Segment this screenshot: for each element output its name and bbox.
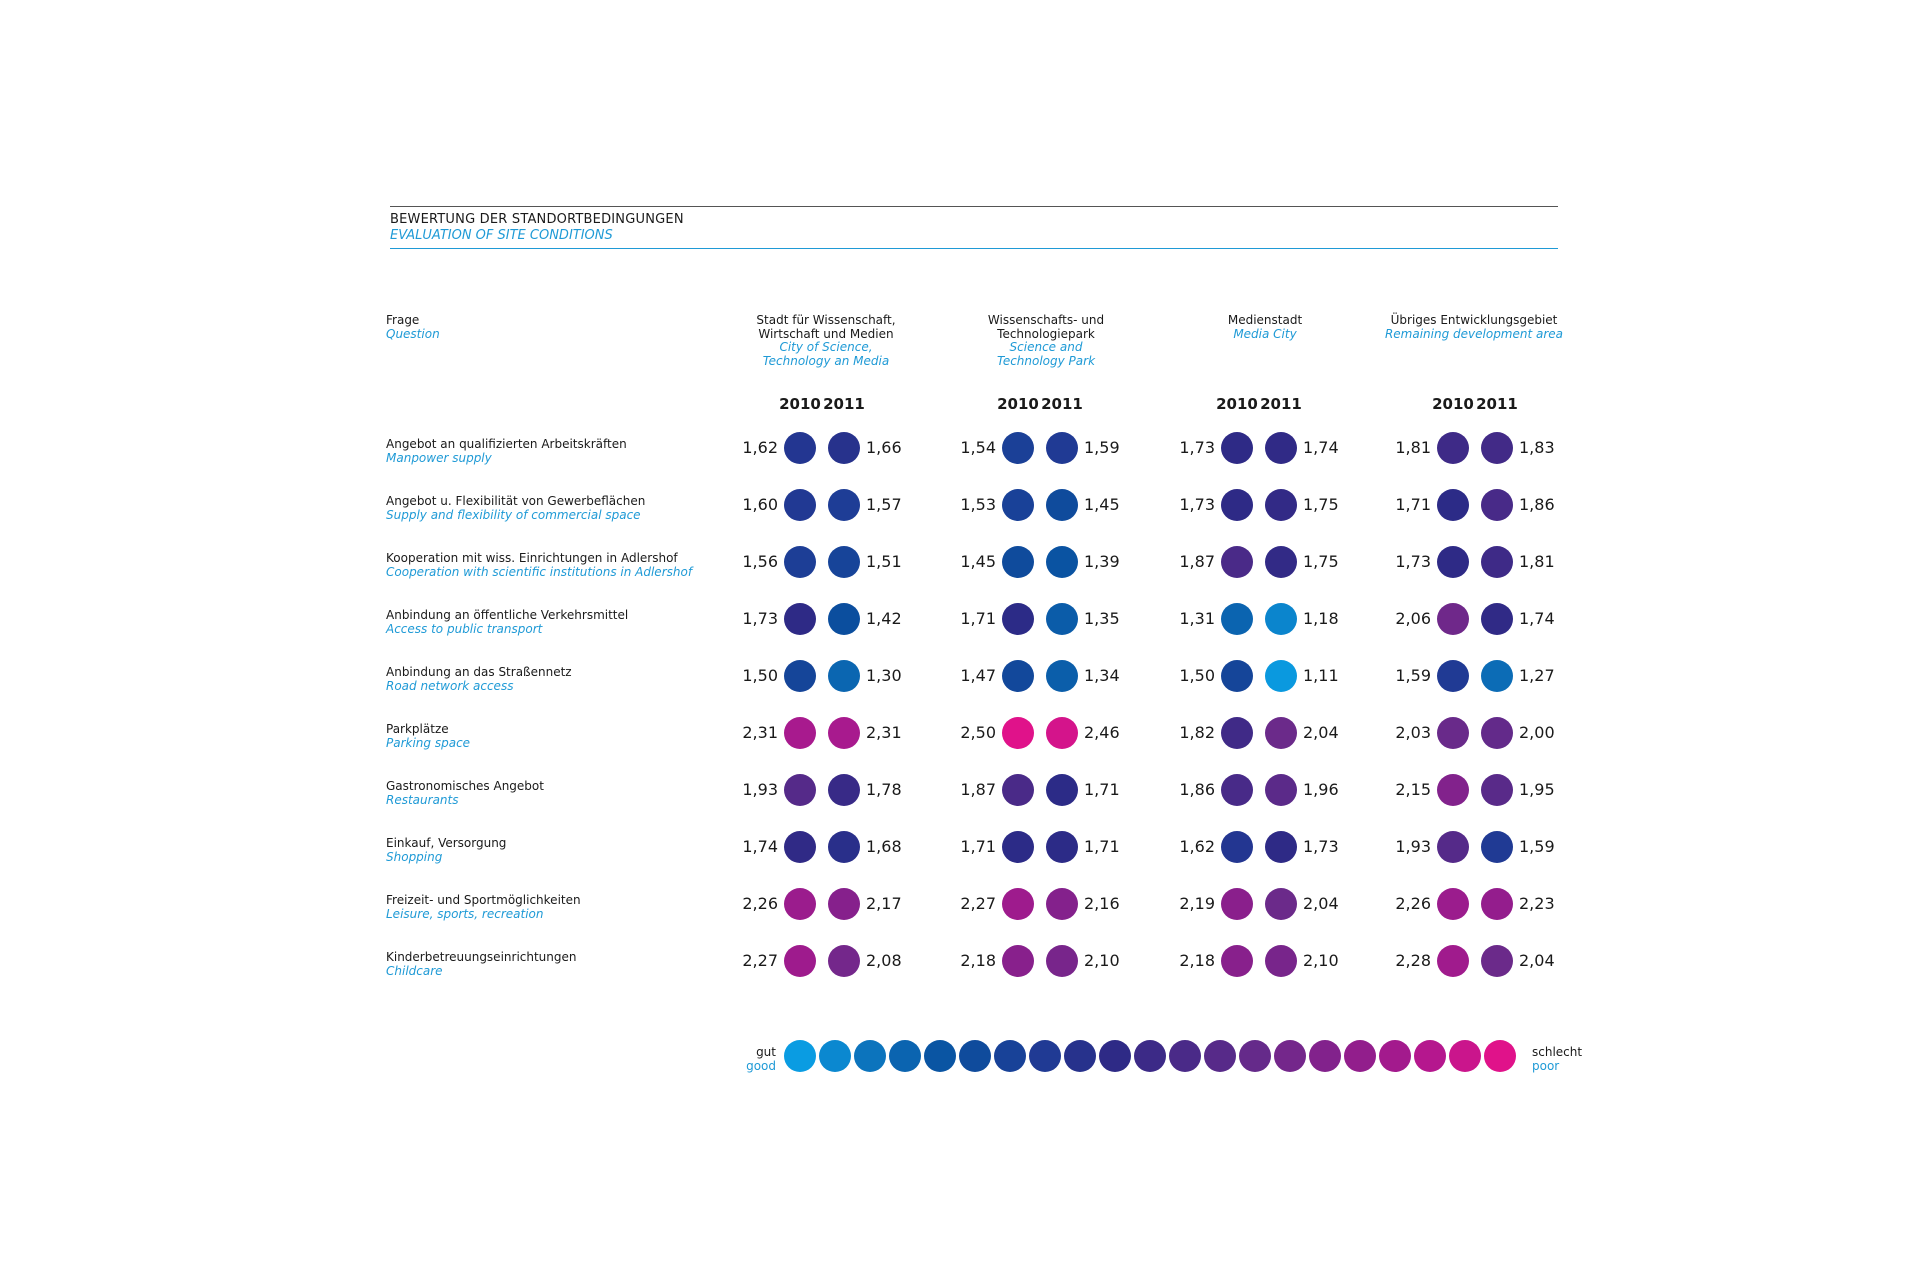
question-label-de: Parkplätze (386, 722, 449, 736)
column-header-media-city (1195, 314, 1335, 341)
rating-value-2011: 1,71 (1084, 780, 1120, 799)
rating-dot-2010 (1437, 660, 1469, 692)
rating-value-2011: 1,66 (866, 438, 902, 457)
rating-dot-2011 (1265, 831, 1297, 863)
rating-dot-2011 (1265, 432, 1297, 464)
rating-dot-2010 (1002, 831, 1034, 863)
question-label (386, 552, 692, 579)
rating-dot-2010 (784, 774, 816, 806)
rating-dot-2011 (1265, 945, 1297, 977)
rating-value-2010: 1,71 (960, 609, 996, 628)
rating-dot-2010 (1221, 603, 1253, 635)
rating-dot-2010 (784, 546, 816, 578)
rating-dot-2010 (1002, 603, 1034, 635)
rating-dot-2011 (1481, 831, 1513, 863)
question-label-en: Supply and flexibility of commercial space (386, 507, 641, 522)
rating-dot-2011 (828, 888, 860, 920)
rating-value-2010: 1,82 (1179, 723, 1215, 742)
rating-value-2011: 2,17 (866, 894, 902, 913)
legend-scale-dot (1414, 1040, 1446, 1072)
rating-dot-2011 (1265, 546, 1297, 578)
rating-dot-2010 (1221, 432, 1253, 464)
rating-value-2011: 1,75 (1303, 495, 1339, 514)
rating-dot-2010 (1437, 717, 1469, 749)
rating-value-2011: 2,08 (866, 951, 902, 970)
rating-value-2011: 2,04 (1303, 894, 1339, 913)
rating-value-2010: 1,87 (1179, 552, 1215, 571)
rating-dot-2011 (828, 489, 860, 521)
question-label (386, 894, 581, 921)
question-label-en: Manpower supply (386, 450, 492, 465)
rating-dot-2010 (784, 432, 816, 464)
rating-dot-2011 (1265, 888, 1297, 920)
rating-dot-2010 (1002, 774, 1034, 806)
rating-value-2011: 1,73 (1303, 837, 1339, 856)
rating-dot-2011 (1046, 831, 1078, 863)
question-label (386, 837, 506, 864)
rating-value-2010: 1,59 (1395, 666, 1431, 685)
rating-dot-2010 (1437, 774, 1469, 806)
column-header-de: Wissenschafts- und Technologiepark (987, 313, 1105, 341)
column-header-en: Media City (1233, 326, 1297, 341)
rating-dot-2010 (784, 660, 816, 692)
chart-subtitle: EVALUATION OF SITE CONDITIONS (390, 228, 613, 243)
rating-value-2010: 1,73 (1179, 438, 1215, 457)
year-header-2011: 2011 (1476, 395, 1518, 413)
rating-value-2010: 2,28 (1395, 951, 1431, 970)
rating-value-2011: 2,10 (1303, 951, 1339, 970)
rating-dot-2010 (1221, 660, 1253, 692)
year-header-2010: 2010 (997, 395, 1039, 413)
rating-dot-2010 (1002, 945, 1034, 977)
rating-dot-2010 (1002, 717, 1034, 749)
rating-value-2011: 1,81 (1519, 552, 1555, 571)
rating-value-2010: 2,50 (960, 723, 996, 742)
rating-value-2010: 1,50 (742, 666, 778, 685)
rating-dot-2010 (1221, 945, 1253, 977)
rating-value-2011: 1,95 (1519, 780, 1555, 799)
rating-value-2011: 2,10 (1084, 951, 1120, 970)
question-label-en: Parking space (386, 735, 471, 750)
legend-good-label (700, 1046, 776, 1073)
question-label-en: Access to public transport (386, 621, 543, 636)
rating-dot-2011 (1481, 888, 1513, 920)
rating-dot-2011 (1265, 660, 1297, 692)
rating-value-2011: 1,75 (1303, 552, 1339, 571)
rating-value-2010: 1,93 (742, 780, 778, 799)
rating-value-2011: 1,51 (866, 552, 902, 571)
question-label-de: Anbindung an das Straßennetz (386, 665, 572, 679)
legend-scale-dot (1169, 1040, 1201, 1072)
rating-dot-2011 (828, 774, 860, 806)
rating-dot-2010 (1221, 831, 1253, 863)
rating-dot-2010 (784, 831, 816, 863)
rating-dot-2011 (1265, 717, 1297, 749)
rating-value-2011: 1,45 (1084, 495, 1120, 514)
question-label-en: Shopping (386, 849, 443, 864)
legend-good-de: gut (756, 1045, 776, 1059)
column-header-de: Stadt für Wissenschaft, Wirtschaft und Medien (756, 313, 896, 341)
rating-dot-2011 (1481, 774, 1513, 806)
rating-value-2010: 1,50 (1179, 666, 1215, 685)
rating-dot-2011 (1481, 432, 1513, 464)
year-header-2010: 2010 (779, 395, 821, 413)
legend-scale-dot (1484, 1040, 1516, 1072)
rating-value-2011: 1,78 (866, 780, 902, 799)
rating-dot-2010 (1437, 489, 1469, 521)
question-label (386, 723, 470, 750)
rating-value-2010: 1,87 (960, 780, 996, 799)
rating-dot-2011 (828, 660, 860, 692)
rating-dot-2011 (828, 546, 860, 578)
rating-value-2011: 1,57 (866, 495, 902, 514)
rating-value-2011: 2,31 (866, 723, 902, 742)
rating-value-2011: 1,86 (1519, 495, 1555, 514)
rating-dot-2011 (1046, 945, 1078, 977)
rating-value-2011: 1,34 (1084, 666, 1120, 685)
question-label (386, 438, 627, 465)
legend-scale-dot (1099, 1040, 1131, 1072)
rating-value-2010: 1,60 (742, 495, 778, 514)
rating-dot-2010 (1437, 831, 1469, 863)
rating-value-2010: 1,73 (742, 609, 778, 628)
rating-dot-2010 (1437, 546, 1469, 578)
rating-value-2010: 2,27 (742, 951, 778, 970)
legend-scale-dot (1344, 1040, 1376, 1072)
rating-value-2010: 2,18 (1179, 951, 1215, 970)
rating-value-2010: 1,62 (1179, 837, 1215, 856)
legend-poor-de: schlecht (1532, 1045, 1583, 1059)
year-header-2011: 2011 (823, 395, 865, 413)
rating-value-2010: 1,45 (960, 552, 996, 571)
question-label-de: Angebot u. Flexibilität von Gewerbeflächen (386, 494, 646, 508)
legend-scale-dot (1064, 1040, 1096, 1072)
rating-dot-2011 (828, 603, 860, 635)
column-header-en: Science and Technology Park (996, 340, 1096, 368)
rating-value-2010: 1,47 (960, 666, 996, 685)
legend-scale-dot (889, 1040, 921, 1072)
question-label-en: Cooperation with scientific institutions in Adlershof (386, 564, 693, 579)
rating-dot-2011 (1481, 546, 1513, 578)
rating-value-2010: 2,15 (1395, 780, 1431, 799)
rating-dot-2011 (828, 432, 860, 464)
rating-value-2010: 2,19 (1179, 894, 1215, 913)
rating-value-2011: 1,83 (1519, 438, 1555, 457)
column-header-en: Remaining development area (1384, 326, 1564, 341)
column-header-de: Übriges Entwicklungsgebiet (1390, 313, 1558, 327)
rating-dot-2011 (1046, 660, 1078, 692)
rating-value-2011: 2,16 (1084, 894, 1120, 913)
question-header-en: Question (386, 326, 440, 341)
rating-value-2011: 1,42 (866, 609, 902, 628)
year-header-2010: 2010 (1432, 395, 1474, 413)
rating-dot-2011 (1481, 717, 1513, 749)
rating-value-2010: 1,81 (1395, 438, 1431, 457)
rating-dot-2010 (784, 945, 816, 977)
rating-value-2011: 2,46 (1084, 723, 1120, 742)
rating-dot-2011 (1046, 546, 1078, 578)
rating-dot-2010 (1002, 546, 1034, 578)
legend-scale-dot (1274, 1040, 1306, 1072)
question-label-de: Gastronomisches Angebot (386, 779, 544, 793)
rating-value-2010: 2,03 (1395, 723, 1431, 742)
chart-title: BEWERTUNG DER STANDORTBEDINGUNGEN (390, 212, 684, 227)
rating-value-2011: 2,04 (1519, 951, 1555, 970)
rating-dot-2010 (1002, 432, 1034, 464)
rating-dot-2011 (1481, 603, 1513, 635)
question-label (386, 951, 577, 978)
rating-dot-2011 (1481, 660, 1513, 692)
rating-value-2011: 1,27 (1519, 666, 1555, 685)
rating-value-2011: 1,39 (1084, 552, 1120, 571)
rating-dot-2010 (1221, 546, 1253, 578)
rating-value-2011: 1,59 (1519, 837, 1555, 856)
rating-value-2010: 1,31 (1179, 609, 1215, 628)
rating-value-2010: 1,71 (1395, 495, 1431, 514)
title-rule-top (390, 206, 1558, 207)
column-header-de: Medienstadt (1227, 313, 1303, 327)
rating-dot-2010 (1221, 888, 1253, 920)
rating-value-2010: 1,62 (742, 438, 778, 457)
rating-value-2010: 1,93 (1395, 837, 1431, 856)
rating-value-2011: 1,11 (1303, 666, 1339, 685)
question-label (386, 609, 628, 636)
question-label-en: Restaurants (386, 792, 459, 807)
rating-dot-2010 (1221, 717, 1253, 749)
legend-scale-dot (1449, 1040, 1481, 1072)
rating-dot-2010 (1437, 945, 1469, 977)
rating-value-2010: 1,74 (742, 837, 778, 856)
rating-dot-2010 (784, 489, 816, 521)
rating-value-2011: 1,71 (1084, 837, 1120, 856)
question-label-de: Einkauf, Versorgung (386, 836, 507, 850)
year-header-2011: 2011 (1041, 395, 1083, 413)
rating-value-2010: 2,31 (742, 723, 778, 742)
question-label-de: Freizeit- und Sportmöglichkeiten (386, 893, 581, 907)
question-label (386, 495, 645, 522)
legend-scale-dot (994, 1040, 1026, 1072)
rating-dot-2011 (828, 831, 860, 863)
legend-scale-dot (1239, 1040, 1271, 1072)
rating-value-2010: 2,18 (960, 951, 996, 970)
rating-dot-2011 (1046, 489, 1078, 521)
rating-dot-2010 (1437, 603, 1469, 635)
question-label-en: Leisure, sports, recreation (386, 906, 544, 921)
rating-dot-2011 (828, 945, 860, 977)
rating-value-2010: 2,26 (1395, 894, 1431, 913)
question-header (386, 314, 440, 341)
rating-value-2011: 1,35 (1084, 609, 1120, 628)
question-label-de: Kooperation mit wiss. Einrichtungen in Adlershof (386, 551, 678, 565)
legend-scale-dot (1379, 1040, 1411, 1072)
rating-dot-2011 (1265, 603, 1297, 635)
rating-value-2011: 1,30 (866, 666, 902, 685)
rating-value-2011: 1,18 (1303, 609, 1339, 628)
rating-value-2010: 1,73 (1395, 552, 1431, 571)
rating-value-2011: 1,68 (866, 837, 902, 856)
rating-dot-2010 (1002, 489, 1034, 521)
legend-good-en: good (746, 1058, 776, 1073)
title-rule-bottom (390, 248, 1558, 249)
rating-value-2011: 1,96 (1303, 780, 1339, 799)
rating-dot-2011 (1481, 945, 1513, 977)
question-label (386, 780, 544, 807)
rating-value-2010: 1,71 (960, 837, 996, 856)
question-label-de: Angebot an qualifizierten Arbeitskräften (386, 437, 627, 451)
column-header-city (746, 314, 906, 368)
column-header-science-park (976, 314, 1116, 368)
rating-value-2010: 1,54 (960, 438, 996, 457)
rating-dot-2011 (1046, 432, 1078, 464)
rating-value-2010: 2,06 (1395, 609, 1431, 628)
rating-dot-2011 (828, 717, 860, 749)
rating-dot-2010 (1221, 774, 1253, 806)
rating-dot-2010 (784, 888, 816, 920)
rating-dot-2010 (1221, 489, 1253, 521)
legend-scale-dot (1309, 1040, 1341, 1072)
rating-dot-2010 (784, 717, 816, 749)
rating-value-2011: 2,23 (1519, 894, 1555, 913)
legend-scale-dot (924, 1040, 956, 1072)
question-label-en: Childcare (386, 963, 443, 978)
legend-scale-dot (819, 1040, 851, 1072)
rating-dot-2011 (1265, 489, 1297, 521)
question-label-de: Anbindung an öffentliche Verkehrsmittel (386, 608, 629, 622)
legend-scale-dot (1134, 1040, 1166, 1072)
rating-value-2011: 1,59 (1084, 438, 1120, 457)
rating-value-2010: 1,53 (960, 495, 996, 514)
question-label (386, 666, 572, 693)
rating-value-2011: 2,00 (1519, 723, 1555, 742)
legend-poor-en: poor (1532, 1058, 1560, 1073)
rating-value-2010: 1,56 (742, 552, 778, 571)
legend-poor-label (1532, 1046, 1582, 1073)
rating-value-2010: 1,86 (1179, 780, 1215, 799)
column-header-en: City of Science, Technology an Media (762, 340, 890, 368)
rating-dot-2011 (1481, 489, 1513, 521)
legend-scale-dot (854, 1040, 886, 1072)
rating-dot-2011 (1046, 717, 1078, 749)
rating-dot-2011 (1046, 888, 1078, 920)
question-label-de: Kinderbetreuungseinrichtungen (386, 950, 577, 964)
rating-dot-2010 (784, 603, 816, 635)
legend-scale-dot (1204, 1040, 1236, 1072)
rating-value-2011: 1,74 (1519, 609, 1555, 628)
rating-dot-2011 (1046, 603, 1078, 635)
legend-scale-dot (959, 1040, 991, 1072)
rating-value-2011: 1,74 (1303, 438, 1339, 457)
rating-value-2010: 2,26 (742, 894, 778, 913)
rating-value-2010: 1,73 (1179, 495, 1215, 514)
rating-dot-2011 (1265, 774, 1297, 806)
rating-dot-2010 (1437, 432, 1469, 464)
rating-value-2011: 2,04 (1303, 723, 1339, 742)
column-header-remaining-area (1384, 314, 1564, 341)
legend-scale-dot (784, 1040, 816, 1072)
year-header-2010: 2010 (1216, 395, 1258, 413)
rating-dot-2010 (1002, 888, 1034, 920)
question-header-de: Frage (386, 313, 420, 327)
rating-dot-2011 (1046, 774, 1078, 806)
question-label-en: Road network access (386, 678, 514, 693)
rating-dot-2010 (1002, 660, 1034, 692)
year-header-2011: 2011 (1260, 395, 1302, 413)
rating-value-2010: 2,27 (960, 894, 996, 913)
legend-scale-dot (1029, 1040, 1061, 1072)
rating-dot-2010 (1437, 888, 1469, 920)
